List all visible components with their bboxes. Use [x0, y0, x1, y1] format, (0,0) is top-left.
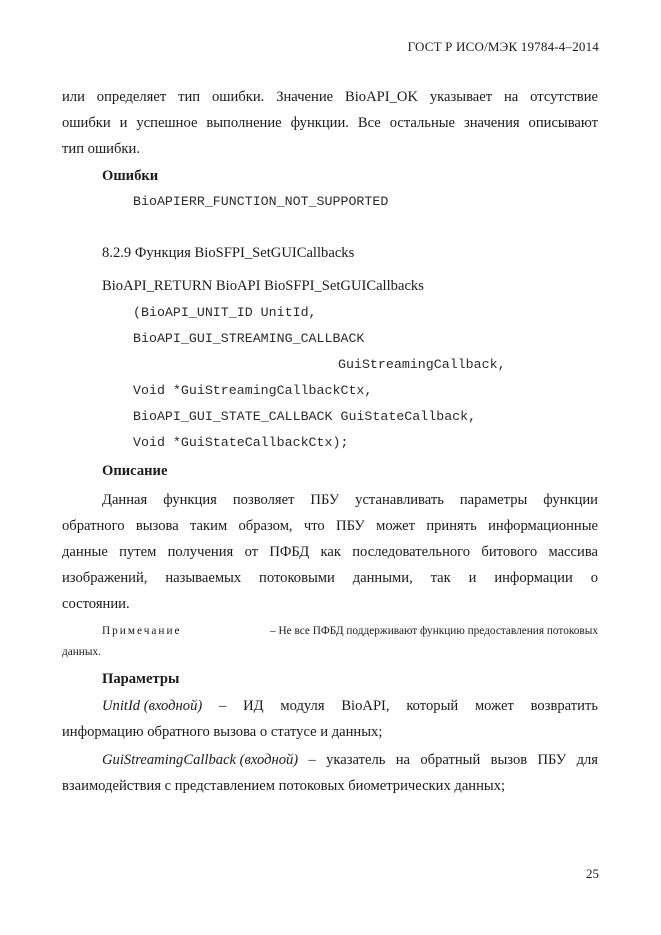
code-param-line: Void *GuiStateCallbackCtx);: [133, 435, 349, 450]
param-streaming-name: GuiStreamingCallback (входной): [102, 752, 299, 768]
errors-heading: Ошибки: [102, 168, 159, 184]
description-line-5: состоянии.: [62, 596, 130, 612]
note: [102, 622, 598, 641]
page-number: 25: [586, 866, 599, 881]
param-unitid-text: – ИД модуля BioAPI, который может возвратить: [202, 698, 598, 714]
intro-line-2: ошибки и успешное выполнение функции. Все остальные значения описывают: [62, 115, 598, 131]
param-streaming-callback: [102, 747, 598, 773]
intro-line-1: или определяет тип ошибки. Значение BioAPI_OK указывает на отсутствие: [62, 89, 598, 105]
code-param-line: Void *GuiStreamingCallbackCtx,: [133, 383, 373, 398]
description-line-4: изображений, называемых потоковыми данными, так и информации о: [62, 570, 598, 586]
note-label: Примечание: [102, 625, 182, 637]
parameters-heading: Параметры: [102, 671, 180, 687]
description-line-3: данные путем получения от ПФБД как последовательного битового массива: [62, 544, 598, 560]
code-param-line: (BioAPI_UNIT_ID UnitId,: [133, 305, 317, 320]
intro-line-3: тип ошибки.: [62, 141, 140, 157]
param-unitid-line-2: информацию обратного вызова о статусе и данных;: [62, 724, 383, 740]
description-line-1: Данная функция позволяет ПБУ устанавливать параметры функции: [102, 492, 598, 508]
note-text-2: данных.: [62, 646, 101, 658]
description-heading: Описание: [102, 463, 168, 479]
param-unitid-name: UnitId (входной): [102, 698, 203, 714]
param-unitid: [102, 693, 598, 719]
error-code: BioAPIERR_FUNCTION_NOT_SUPPORTED: [133, 194, 389, 209]
note-text: – Не все ПФБД поддерживают функцию предоставления потоковых: [269, 625, 598, 637]
code-param-line: BioAPI_GUI_STATE_CALLBACK GuiStateCallback,: [133, 409, 477, 424]
standard-header: ГОСТ Р ИСО/МЭК 19784-4–2014: [407, 39, 599, 54]
code-param-line: GuiStreamingCallback,: [338, 357, 506, 372]
param-streaming-line-2: взаимодействия с представлением потоковых биометрических данных;: [62, 778, 506, 794]
description-line-2: обратного вызова таким образом, что ПБУ может принять информационные: [62, 518, 598, 534]
section-title: 8.2.9 Функция BioSFPI_SetGUICallbacks: [102, 245, 355, 261]
param-streaming-text: – указатель на обратный вызов ПБУ для: [298, 752, 598, 768]
function-signature: BioAPI_RETURN BioAPI BioSFPI_SetGUICallbacks: [102, 278, 424, 294]
code-param-line: BioAPI_GUI_STREAMING_CALLBACK: [133, 331, 365, 346]
